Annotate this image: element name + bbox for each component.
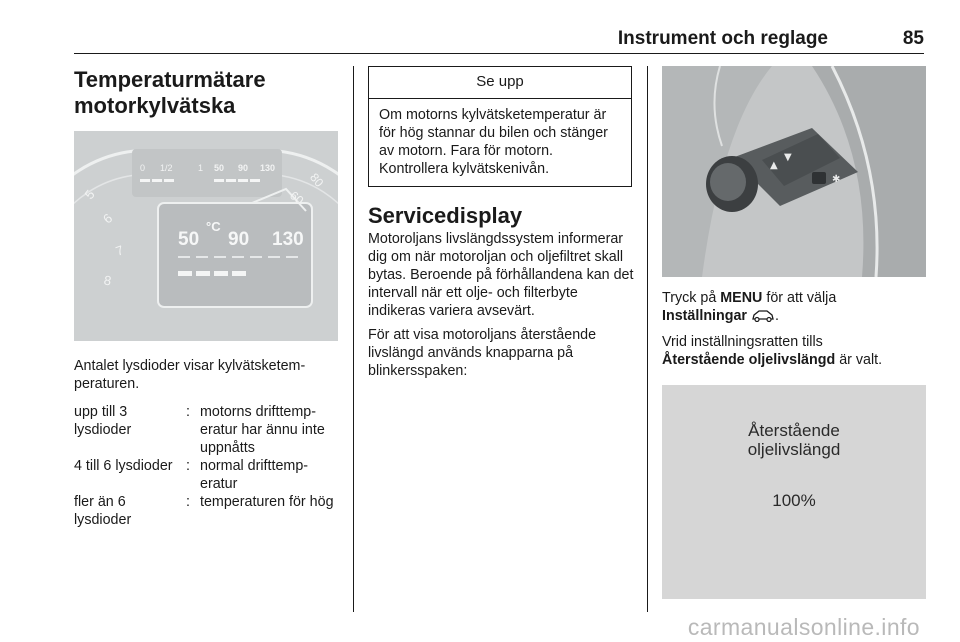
oil-life-percentage: 100% (772, 491, 816, 510)
temperature-heading: Temperaturmätare motorkylvätska (74, 67, 266, 118)
zoom-scale-130: 130 (272, 229, 304, 250)
table-value: motorns drifttemperatur har ännu inte uppnåtts (200, 404, 325, 456)
warning-body: Om motorns kylvätsketemperatur är för hög stannar du bilen och stänger av motorn. Fara för motorn. Kontrollera kylvätskenivån. (379, 107, 608, 177)
top-scale-130: 130 (260, 163, 276, 173)
led-table (74, 403, 340, 529)
column-divider-1 (353, 66, 354, 612)
table-key: fler än 6 lysdioder (74, 494, 132, 528)
warning-box (368, 66, 632, 187)
left-column (74, 66, 340, 529)
svg-text:✱: ✱ (832, 174, 841, 185)
table-value: normal drifttemperatur (200, 458, 309, 492)
table-colon: : (186, 404, 190, 420)
coolant-temperature-icon (206, 219, 221, 234)
warning-title: Se upp (369, 67, 631, 99)
table-colon: : (186, 494, 190, 510)
dial-left-number-6: 6 (100, 210, 116, 227)
service-paragraph-1: Motoroljans livslängdssystem informerar dig om när motoroljan och oljefiltret skall bytas. Beroende på förhållandena kan det intervall när ett olje- och filterbyte indikeras variera avsevärt. (368, 231, 634, 319)
table-key: 4 till 6 lysdioder (74, 458, 173, 474)
settings-label: Inställningar (662, 308, 747, 324)
page-header (74, 26, 924, 54)
dial-right-number-80: 80 (307, 170, 327, 190)
top-scale-1: 1 (198, 163, 204, 173)
table-row (74, 403, 340, 457)
menu-button-label: MENU (720, 290, 763, 306)
svg-text:▲: ▲ (770, 160, 778, 171)
dial-instruction: Vrid inställningsratten tills Återstående oljelivslängd är valt. (662, 334, 883, 368)
service-display-heading: Servicedisplay (368, 203, 523, 228)
top-scale-90: 90 (238, 163, 249, 173)
stalk-figure (662, 66, 926, 277)
zoom-scale-90: 90 (228, 229, 250, 250)
middle-column (368, 66, 634, 380)
table-row (74, 457, 340, 493)
oil-life-display (662, 385, 926, 599)
figure-caption: Antalet lysdioder visar kylvätsketemperaturen. (74, 358, 306, 392)
column-divider-2 (647, 66, 648, 612)
table-value: temperaturen för hög (200, 494, 334, 510)
section-title: Instrument och reglage (617, 28, 828, 49)
dial-right-number-60: 60 (287, 188, 307, 208)
dial-left-number-8: 8 (102, 272, 113, 289)
top-scale-half: 1/2 (160, 163, 173, 173)
top-scale-0: 0 (140, 163, 146, 173)
indicator-stalk-illustration (662, 66, 926, 277)
car-settings-icon (751, 309, 775, 327)
dial-left-number-5: 5 (81, 186, 98, 203)
temp-unit: °C (206, 219, 221, 234)
svg-text:▼: ▼ (784, 152, 792, 163)
page-number: 85 (902, 28, 924, 49)
dial-left-number-7: 7 (113, 242, 126, 259)
zoom-scale-50: 50 (178, 229, 200, 250)
table-row (74, 493, 340, 529)
coolant-gauge-figure (74, 131, 338, 341)
right-column (662, 66, 928, 599)
display-title: Återstående oljelivslängd (747, 421, 841, 459)
watermark: carmanualsonline.info (687, 614, 920, 640)
service-paragraph-2: För att visa motoroljans återstående livslängd används knapparna på blinkersspaken: (368, 327, 597, 379)
remaining-oil-life-label: Återstående oljelivslängd (662, 352, 836, 368)
menu-instruction: Tryck på MENU för att välja Inställningar . (662, 289, 928, 327)
table-colon: : (186, 458, 190, 474)
top-scale-50: 50 (214, 163, 225, 173)
table-key: upp till 3 lysdioder (74, 404, 132, 438)
